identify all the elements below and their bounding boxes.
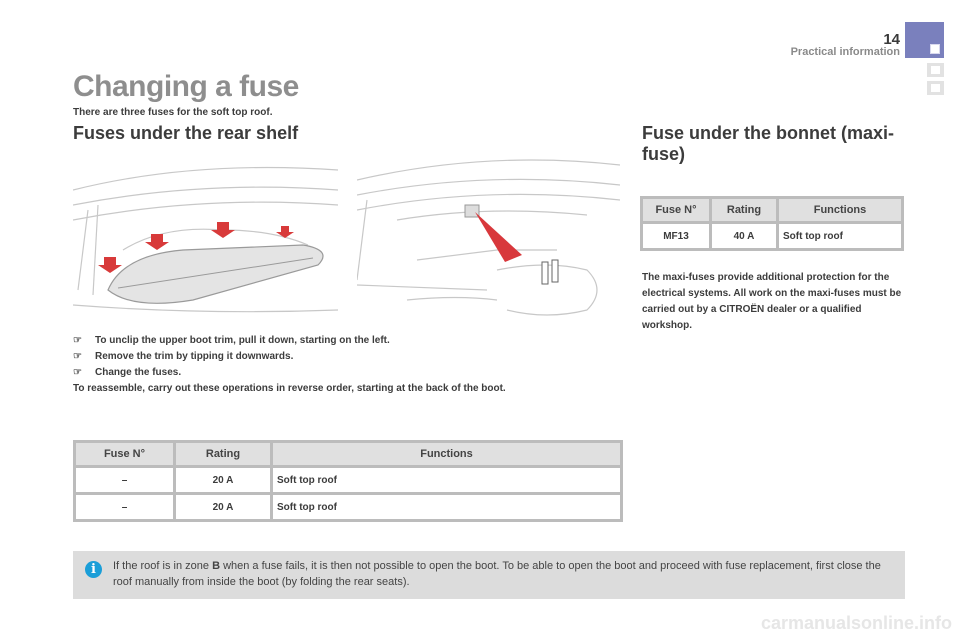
rear-shelf-trim-illustration [73, 150, 338, 325]
step-text: To unclip the upper boot trim, pull it down, starting on the left. [95, 335, 390, 346]
column-header-rating: Rating [176, 443, 270, 465]
maxi-fuse-note: The maxi-fuses provide additional protection for the electrical systems. All work on the maxi-fuses must be carried out by a CITROËN dealer or a qualified workshop. [642, 272, 902, 331]
info-text-part: when a fuse fails, it is then not possible to open the boot. To be able to open the boot and proceed with fuse replacement, first close the roof manually from inside the boot (by folding the rear seats). [113, 560, 881, 588]
boot-fuse-illustration [357, 150, 620, 325]
page-title: Changing a fuse [73, 70, 299, 103]
tab-marker-icon [931, 84, 940, 92]
tab-marker-icon [930, 44, 940, 54]
maxi-fuse-table [640, 196, 904, 251]
step-text: Remove the trim by tipping it downwards. [95, 351, 294, 362]
rear-shelf-heading: Fuses under the rear shelf [73, 123, 299, 143]
page-number: 14 [883, 31, 900, 48]
column-header-fuse-no: Fuse N° [76, 443, 173, 465]
column-header-rating: Rating [712, 199, 776, 221]
info-text-part: If the roof is in zone [113, 560, 213, 572]
watermark: carmanualsonline.info [760, 613, 952, 633]
section-tab-2[interactable] [927, 63, 944, 77]
step-text: Change the fuses. [95, 367, 182, 378]
intro-text: There are three fuses for the soft top roof. [73, 107, 273, 118]
column-header-fuse-no: Fuse N° [643, 199, 709, 221]
section-tab-3[interactable] [927, 81, 944, 95]
function-cell: Soft top roof [273, 468, 620, 492]
instruction-steps [73, 333, 543, 397]
pointer-bullet-icon: ☞ [73, 351, 82, 362]
step-item [73, 333, 543, 349]
rating-cell: 20 A [176, 495, 270, 519]
fuse-number-cell: MF13 [643, 224, 709, 248]
rating-cell: 40 A [712, 224, 776, 248]
table-row [76, 468, 620, 492]
info-callout [73, 551, 905, 599]
function-cell: Soft top roof [273, 495, 620, 519]
table-row [76, 495, 620, 519]
bonnet-heading: Fuse under the bonnet (maxi-fuse) [642, 123, 895, 164]
section-label: Practical information [790, 46, 900, 58]
info-text [113, 558, 893, 590]
pointer-bullet-icon: ☞ [73, 367, 82, 378]
function-cell: Soft top roof [779, 224, 901, 248]
table-row [643, 224, 901, 248]
fuse-number-cell: – [76, 468, 173, 492]
step-item [73, 365, 543, 381]
zone-label: B [212, 560, 221, 572]
column-header-functions: Functions [779, 199, 901, 221]
reassemble-text: To reassemble, carry out these operations in reverse order, starting at the back of the boot. [73, 383, 506, 394]
fuse-number-cell: – [76, 495, 173, 519]
tab-marker-icon [931, 66, 940, 74]
step-item [73, 349, 543, 365]
rating-cell: 20 A [176, 468, 270, 492]
info-icon: i [85, 561, 102, 578]
pointer-bullet-icon: ☞ [73, 335, 82, 346]
section-tab-active[interactable] [905, 22, 944, 58]
rear-shelf-fuse-table [73, 440, 623, 522]
column-header-functions: Functions [273, 443, 620, 465]
